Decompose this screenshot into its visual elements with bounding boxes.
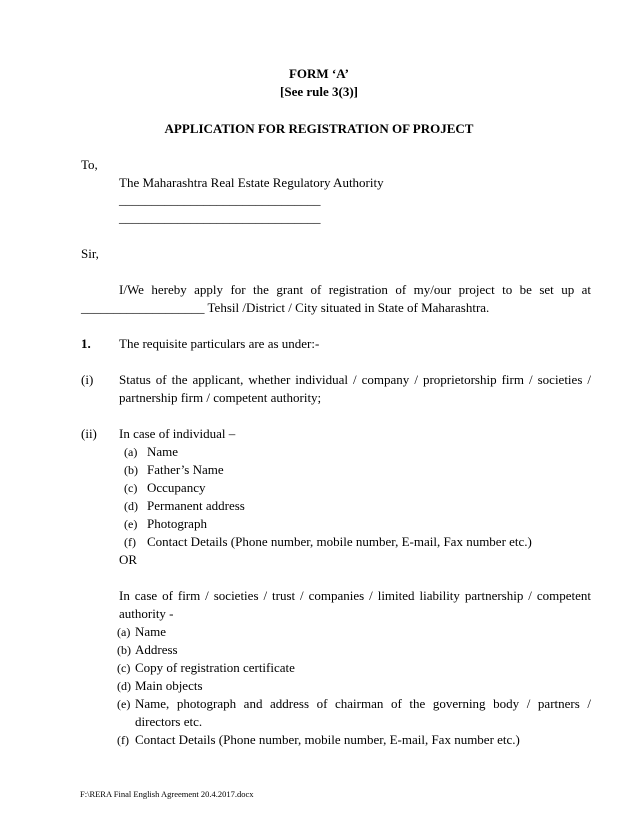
subitem-label: (d) [124, 499, 138, 513]
subitem-label: (a) [124, 445, 138, 459]
address-blank-line-2: _______________________________ [119, 210, 321, 225]
intro-line-1: I/We hereby apply for the grant of registration of my/our project to be set up at [119, 282, 591, 297]
form-rule: [See rule 3(3)] [280, 84, 358, 99]
subitem-text: Photograph [147, 516, 207, 531]
subitem-label: (e) [124, 517, 138, 531]
form-title: FORM ‘A’ [288, 66, 350, 81]
subitem-text: Contact Details (Phone number, mobile number, E-mail, Fax number etc.) [147, 534, 532, 549]
address-blank-line-1: _______________________________ [119, 192, 321, 207]
subitem-text: Copy of registration certificate [135, 660, 295, 675]
intro-line-2: ___________________ Tehsil /District / City situated in State of Maharashtra. [81, 300, 490, 315]
footer-filepath: F:\RERA Final English Agreement 20.4.2017.docx [80, 789, 254, 799]
subitem-label: (f) [117, 733, 129, 747]
form-heading: APPLICATION FOR REGISTRATION OF PROJECT [164, 121, 474, 136]
subitem-label: (b) [124, 463, 138, 477]
subitem-label: (c) [124, 481, 138, 495]
subitem-text-continued: directors etc. [135, 714, 203, 729]
salutation: Sir, [81, 246, 99, 261]
subitem-text: Permanent address [147, 498, 245, 513]
subitem-label: (a) [117, 625, 131, 639]
item-ii-label: (ii) [81, 426, 97, 441]
subitem-text: Address [135, 642, 178, 657]
subitem-label: (c) [117, 661, 131, 675]
subitem-text: Occupancy [147, 480, 206, 495]
authority-name: The Maharashtra Real Estate Regulatory Authority [119, 175, 384, 190]
subitem-label: (e) [117, 697, 131, 711]
item-ii-text: In case of individual – [119, 426, 236, 441]
or-separator: OR [119, 552, 138, 567]
firm-line-1: In case of firm / societies / trust / companies / limited liability partnership / competent [119, 588, 591, 603]
subitem-text: Main objects [135, 678, 203, 693]
item-i-label: (i) [81, 372, 94, 387]
subitem-text: Father’s Name [147, 462, 224, 477]
firm-line-2: authority - [119, 606, 174, 621]
subitem-text: Contact Details (Phone number, mobile number, E-mail, Fax number etc.) [135, 732, 520, 747]
subitem-text: Name [147, 444, 179, 459]
item-i-line-1: Status of the applicant, whether individual / company / proprietorship firm / societies / [119, 372, 591, 387]
subitem-text: Name, photograph and address of chairman of the governing body / partners / [135, 696, 591, 711]
subitem-label: (b) [117, 643, 131, 657]
section-1-text: The requisite particulars are as under:- [119, 336, 320, 351]
section-1-number: 1. [81, 336, 91, 351]
subitem-label: (f) [124, 535, 136, 549]
item-i-line-2: partnership firm / competent authority; [119, 390, 322, 405]
subitem-label: (d) [117, 679, 131, 693]
address-to: To, [81, 157, 98, 172]
subitem-text: Name [135, 624, 167, 639]
